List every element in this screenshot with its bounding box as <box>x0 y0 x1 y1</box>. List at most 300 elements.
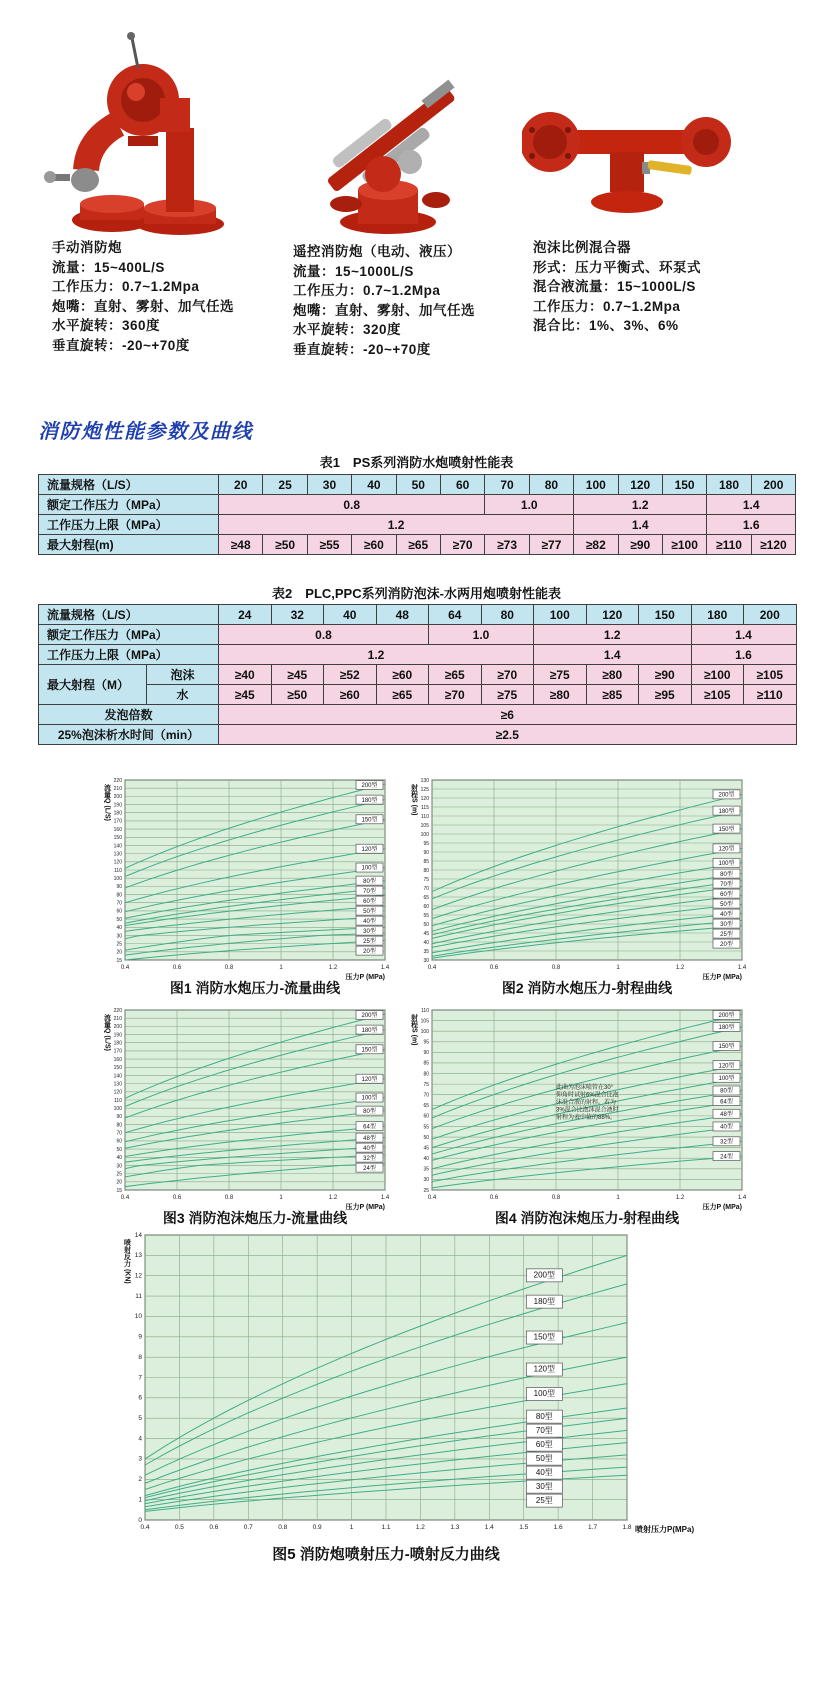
table-row <box>39 605 797 625</box>
table-header-cell: 额定工作压力（MPa） <box>39 495 219 515</box>
series-label-200型: 200型 <box>361 1013 378 1020</box>
table-header-cell: 60 <box>440 475 484 495</box>
x-tick-label: 0.6 <box>489 965 499 971</box>
x-axis-title: 喷射压力P(MPa) <box>635 1525 695 1534</box>
y-tick-label: 150 <box>113 835 122 842</box>
table-data-cell: ≥75 <box>534 665 587 685</box>
x-tick-label: 0.6 <box>489 1195 499 1201</box>
y-tick-label: 12 <box>134 1272 142 1280</box>
table-data-cell: 1.4 <box>707 495 796 515</box>
table-data-cell: ≥55 <box>307 535 351 555</box>
series-label-48型: 48型 <box>720 1111 733 1118</box>
series-label-180型: 180型 <box>533 1296 556 1306</box>
y-tick-label: 115 <box>421 804 429 811</box>
product-spec-line: 流量：15~400L/S <box>52 259 165 275</box>
y-tick-label: 55 <box>423 912 429 919</box>
table-row <box>39 475 796 495</box>
x-tick-label: 1 <box>279 1195 283 1201</box>
product-spec-line: 水平旋转：320度 <box>293 322 402 337</box>
y-tick-label: 50 <box>116 916 122 923</box>
table-data-cell: ≥90 <box>618 535 662 555</box>
chart-fig5-pressure-reaction-force <box>115 1227 707 1563</box>
x-axis-title: 压力P (MPa) <box>345 974 385 981</box>
series-label-70型: 70型 <box>535 1425 553 1435</box>
y-tick-label: 110 <box>114 867 122 874</box>
x-tick-label: 0.9 <box>312 1524 322 1531</box>
table-header-cell: 泡沫 <box>147 665 219 685</box>
fig3-plot <box>99 1002 393 1216</box>
chart-note-line: 射程为表中值的88%。 <box>556 1115 617 1122</box>
y-tick-label: 35 <box>423 1166 429 1173</box>
table-header-cell: 48 <box>376 605 429 625</box>
table-data-cell: ≥95 <box>639 685 692 705</box>
table-data-cell: 1.6 <box>691 645 796 665</box>
series-label-50型: 50型 <box>363 908 376 915</box>
table-data-cell: ≥100 <box>662 535 706 555</box>
product-spec-line: 工作压力：0.7~1.2Mpa <box>293 283 441 298</box>
table-header-cell: 发泡倍数 <box>39 705 219 725</box>
product-spec-line: 形式：压力平衡式、环泵式 <box>533 259 701 275</box>
y-tick-label: 25 <box>116 941 122 948</box>
series-label-40型: 40型 <box>720 1124 733 1131</box>
table-row <box>39 535 796 555</box>
y-tick-label: 50 <box>423 1134 429 1141</box>
product-photo-manual-fire-monitor <box>40 28 240 235</box>
table-data-cell: ≥40 <box>219 665 272 685</box>
table-data-cell: 1.2 <box>219 645 534 665</box>
y-tick-label: 140 <box>113 843 122 850</box>
product-title: 遥控消防炮（电动、液压） <box>293 244 461 259</box>
x-tick-label: 1.4 <box>737 1195 747 1201</box>
series-label-100型: 100型 <box>361 865 378 872</box>
y-tick-label: 15 <box>116 1187 122 1194</box>
x-tick-label: 0.4 <box>120 1195 130 1201</box>
foam-proportioner-image <box>522 78 732 233</box>
product-spec-line: 垂直旋转：-20~+70度 <box>293 341 431 357</box>
table-header-cell: 流量规格（L/S） <box>39 605 219 625</box>
product-photo-foam-proportioner <box>522 78 732 233</box>
table2-plc-ppc-foam-water-monitor-performance <box>38 604 797 745</box>
series-label-120型: 120型 <box>361 1076 378 1083</box>
y-axis-title: 射程S (m) <box>410 784 418 816</box>
table-header-cell: 最大射程（M） <box>39 665 147 705</box>
x-tick-label: 0.6 <box>172 965 182 971</box>
x-tick-label: 1.1 <box>381 1524 391 1531</box>
table-header-cell: 150 <box>639 605 692 625</box>
table-header-cell: 70 <box>485 475 529 495</box>
series-label-120型: 120型 <box>718 1063 735 1070</box>
y-tick-label: 170 <box>113 1048 122 1055</box>
table-data-cell: ≥50 <box>263 535 307 555</box>
y-tick-label: 210 <box>113 785 122 792</box>
y-tick-label: 5 <box>138 1415 142 1423</box>
y-tick-label: 130 <box>113 1081 122 1088</box>
y-tick-label: 45 <box>423 930 429 937</box>
y-tick-label: 30 <box>423 1177 429 1184</box>
table-data-cell: ≥60 <box>324 685 377 705</box>
y-tick-label: 100 <box>113 875 122 882</box>
table-data-cell: ≥110 <box>744 685 797 705</box>
series-label-25型: 25型 <box>363 938 376 945</box>
y-tick-label: 15 <box>116 957 122 964</box>
table-data-cell: ≥70 <box>429 685 482 705</box>
product-spec-list <box>533 258 701 336</box>
y-tick-label: 20 <box>116 1179 122 1186</box>
table-data-cell: ≥2.5 <box>219 725 797 745</box>
y-tick-label: 50 <box>116 1146 122 1153</box>
y-tick-label: 75 <box>423 876 429 883</box>
y-tick-label: 13 <box>134 1252 142 1260</box>
y-tick-label: 8 <box>138 1353 142 1361</box>
x-tick-label: 1.2 <box>675 965 685 971</box>
y-tick-label: 40 <box>116 925 122 932</box>
y-tick-label: 105 <box>420 1018 429 1025</box>
x-tick-label: 0.6 <box>172 1195 182 1201</box>
y-tick-label: 80 <box>423 867 429 874</box>
table-header-cell: 50 <box>396 475 440 495</box>
y-tick-label: 105 <box>420 822 429 829</box>
product-specs-manual-fire-monitor <box>52 238 234 355</box>
y-tick-label: 3 <box>138 1455 142 1463</box>
y-tick-label: 60 <box>423 1113 429 1120</box>
chart-fig2-pressure-range-water <box>406 772 750 996</box>
x-tick-label: 1.4 <box>484 1524 494 1531</box>
x-tick-label: 1.2 <box>415 1524 425 1531</box>
y-tick-label: 70 <box>116 900 122 907</box>
table-data-cell: ≥70 <box>481 665 534 685</box>
fig1-caption: 图1 消防水炮压力-流量曲线 <box>169 980 341 996</box>
series-label-80型: 80型 <box>720 871 733 878</box>
y-tick-label: 150 <box>113 1065 122 1072</box>
y-tick-label: 200 <box>113 794 122 801</box>
y-tick-label: 30 <box>116 1163 122 1170</box>
table-header-cell: 80 <box>529 475 573 495</box>
x-tick-label: 1.2 <box>675 1195 685 1201</box>
y-tick-label: 65 <box>423 1103 429 1110</box>
table-header-cell: 32 <box>271 605 324 625</box>
y-tick-label: 80 <box>116 892 122 899</box>
y-tick-label: 190 <box>113 802 122 809</box>
y-tick-label: 120 <box>113 1089 122 1096</box>
x-tick-label: 1 <box>616 1195 620 1201</box>
table-header-cell: 40 <box>324 605 377 625</box>
table2-caption: 表2 PLC,PPC系列消防泡沫-水两用炮喷射性能表 <box>272 586 561 601</box>
x-axis-title: 压力P (MPa) <box>702 974 742 981</box>
table-data-cell: 1.2 <box>219 515 574 535</box>
table-data-cell: ≥65 <box>429 665 482 685</box>
series-label-200型: 200型 <box>718 792 735 799</box>
series-label-25型: 25型 <box>720 931 733 938</box>
table-header-cell: 150 <box>662 475 706 495</box>
product-spec-list <box>293 262 475 360</box>
series-label-100型: 100型 <box>718 1075 735 1082</box>
table-header-cell: 200 <box>751 475 795 495</box>
series-label-24型: 24型 <box>363 1165 376 1172</box>
y-tick-label: 90 <box>423 849 429 856</box>
y-tick-label: 160 <box>113 1056 122 1063</box>
y-axis-title: 喷射反力 (KN) <box>123 1239 131 1284</box>
series-label-20型: 20型 <box>720 941 733 948</box>
y-tick-label: 50 <box>423 921 429 928</box>
y-tick-label: 85 <box>423 1060 429 1067</box>
table-data-cell: ≥52 <box>324 665 377 685</box>
series-label-40型: 40型 <box>535 1467 553 1477</box>
series-label-80型: 80型 <box>363 1108 376 1115</box>
chart-fig4-pressure-range-foam <box>406 1002 750 1226</box>
x-tick-label: 1 <box>279 965 283 971</box>
series-label-50型: 50型 <box>720 901 733 908</box>
y-tick-label: 110 <box>114 1097 122 1104</box>
series-label-150型: 150型 <box>361 817 378 824</box>
table-header-cell: 25%泡沫析水时间（min） <box>39 725 219 745</box>
x-tick-label: 0.7 <box>243 1524 253 1531</box>
x-tick-label: 0.8 <box>224 965 234 971</box>
table-data-cell: 1.2 <box>534 625 692 645</box>
y-tick-label: 6 <box>138 1394 142 1402</box>
table-data-cell: ≥75 <box>481 685 534 705</box>
table-data-cell: 1.4 <box>534 645 692 665</box>
table-row <box>39 665 797 685</box>
y-tick-label: 30 <box>116 933 122 940</box>
y-tick-label: 65 <box>423 894 429 901</box>
series-label-150型: 150型 <box>718 1044 735 1051</box>
chart-note-line: 3%混合比泡沫混合液时 <box>556 1107 619 1114</box>
fig4-plot <box>406 1002 750 1216</box>
remote-fire-monitor-image <box>288 22 483 237</box>
y-tick-label: 110 <box>421 1007 429 1014</box>
table-header-cell: 25 <box>263 475 307 495</box>
series-label-120型: 120型 <box>361 846 378 853</box>
fig3-caption: 图3 消防泡沫炮压力-流量曲线 <box>162 1210 348 1226</box>
table-data-cell: 1.6 <box>707 515 796 535</box>
table-data-cell: ≥65 <box>376 685 429 705</box>
y-tick-label: 120 <box>113 859 122 866</box>
x-tick-label: 1.2 <box>328 1195 338 1201</box>
table-row <box>39 645 797 665</box>
y-axis-title: 流量Q (L/S) <box>103 1014 111 1051</box>
y-tick-label: 80 <box>116 1122 122 1129</box>
series-label-60型: 60型 <box>535 1439 553 1449</box>
y-tick-label: 120 <box>420 795 429 802</box>
y-tick-label: 100 <box>113 1105 122 1112</box>
x-tick-label: 1.4 <box>380 1195 390 1201</box>
x-tick-label: 0.6 <box>209 1524 219 1531</box>
y-tick-label: 90 <box>423 1050 429 1057</box>
y-tick-label: 130 <box>113 851 122 858</box>
series-label-120型: 120型 <box>533 1364 556 1374</box>
table-data-cell: ≥60 <box>352 535 396 555</box>
table-row <box>39 625 797 645</box>
table-data-cell: ≥73 <box>485 535 529 555</box>
table-row <box>39 725 797 745</box>
manual-fire-monitor-image <box>40 28 240 235</box>
series-label-120型: 120型 <box>718 846 735 853</box>
product-spec-list <box>52 258 234 356</box>
y-tick-label: 60 <box>116 1138 122 1145</box>
y-tick-label: 1 <box>138 1496 142 1504</box>
y-tick-label: 11 <box>135 1292 142 1300</box>
product-specs-remote-fire-monitor <box>293 242 475 359</box>
product-spec-line: 水平旋转：360度 <box>52 318 161 333</box>
table-data-cell: ≥100 <box>691 665 744 685</box>
fig2-plot <box>406 772 750 986</box>
x-tick-label: 0.8 <box>224 1195 234 1201</box>
series-label-150型: 150型 <box>718 826 735 833</box>
y-tick-label: 70 <box>116 1130 122 1137</box>
section-title: 消防炮性能参数及曲线 <box>38 421 253 443</box>
table-data-cell: ≥110 <box>707 535 751 555</box>
y-tick-label: 0 <box>138 1516 142 1524</box>
product-spec-line: 工作压力：0.7~1.2Mpa <box>533 298 681 314</box>
x-tick-label: 1.6 <box>553 1524 563 1531</box>
table-data-cell: 1.4 <box>574 515 707 535</box>
series-label-20型: 20型 <box>363 948 376 955</box>
fig1-plot <box>99 772 393 986</box>
series-label-60型: 60型 <box>363 898 376 905</box>
table-data-cell: ≥82 <box>574 535 618 555</box>
y-tick-label: 180 <box>113 810 122 817</box>
fig2-caption: 图2 消防水炮压力-射程曲线 <box>501 980 673 996</box>
series-label-30型: 30型 <box>720 921 733 928</box>
y-tick-label: 100 <box>420 831 429 838</box>
y-tick-label: 190 <box>113 1032 122 1039</box>
table1-ps-water-monitor-performance <box>38 474 796 555</box>
table-row <box>39 685 797 705</box>
y-tick-label: 40 <box>116 1155 122 1162</box>
fig4-caption: 图4 消防泡沫炮压力-射程曲线 <box>494 1210 680 1226</box>
x-tick-label: 0.4 <box>120 965 130 971</box>
y-tick-label: 95 <box>423 1039 429 1046</box>
y-tick-label: 30 <box>423 957 429 964</box>
y-tick-label: 60 <box>423 903 429 910</box>
series-label-50型: 50型 <box>535 1453 553 1463</box>
y-tick-label: 14 <box>134 1231 142 1239</box>
series-label-100型: 100型 <box>718 861 735 867</box>
y-tick-label: 80 <box>423 1071 429 1078</box>
x-tick-label: 0.8 <box>551 1195 561 1201</box>
table-row <box>39 495 796 515</box>
table-data-cell: 0.8 <box>219 625 429 645</box>
y-tick-label: 200 <box>113 1024 122 1031</box>
table-row <box>39 515 796 535</box>
product-spec-line: 混合比：1%、3%、6% <box>533 318 679 333</box>
table-data-cell: ≥105 <box>691 685 744 705</box>
table-header-cell: 120 <box>586 605 639 625</box>
table-header-cell: 100 <box>574 475 618 495</box>
table-header-cell: 工作压力上限（MPa） <box>39 645 219 665</box>
series-label-200型: 200型 <box>361 783 378 790</box>
series-label-24型: 24型 <box>720 1154 733 1161</box>
y-tick-label: 40 <box>423 1156 429 1163</box>
x-tick-label: 1.8 <box>622 1524 632 1531</box>
series-label-60型: 60型 <box>720 891 733 898</box>
table-header-cell: 最大射程(m) <box>39 535 219 555</box>
table-data-cell: ≥80 <box>586 665 639 685</box>
chart-fig1-pressure-flow-water <box>99 772 393 996</box>
series-label-25型: 25型 <box>535 1495 553 1505</box>
x-tick-label: 1 <box>616 965 620 971</box>
table-data-cell: ≥6 <box>219 705 797 725</box>
series-label-200型: 200型 <box>533 1270 556 1280</box>
x-tick-label: 1.4 <box>380 965 390 971</box>
product-title: 手动消防炮 <box>52 240 122 255</box>
y-tick-label: 210 <box>113 1015 122 1022</box>
y-tick-label: 220 <box>113 1007 122 1014</box>
y-tick-label: 75 <box>423 1081 429 1088</box>
x-tick-label: 0.4 <box>140 1524 150 1531</box>
y-tick-label: 2 <box>138 1476 142 1484</box>
product-spec-line: 工作压力：0.7~1.2Mpa <box>52 279 200 294</box>
product-photo-remote-fire-monitor <box>288 22 483 237</box>
y-tick-label: 90 <box>116 1114 122 1121</box>
table-data-cell: ≥77 <box>529 535 573 555</box>
chart-note-line: 此曲为泡沫喷管在30° <box>556 1085 614 1092</box>
x-axis-title: 压力P (MPa) <box>702 1204 742 1211</box>
table-header-cell: 180 <box>707 475 751 495</box>
y-tick-label: 60 <box>116 908 122 915</box>
series-label-40型: 40型 <box>363 1145 376 1152</box>
table-header-cell: 200 <box>744 605 797 625</box>
y-tick-label: 125 <box>420 786 429 793</box>
table-data-cell: ≥105 <box>744 665 797 685</box>
table-data-cell: ≥60 <box>376 665 429 685</box>
y-tick-label: 35 <box>423 948 429 955</box>
y-tick-label: 220 <box>113 777 122 784</box>
y-tick-label: 4 <box>138 1435 142 1443</box>
series-label-48型: 48型 <box>363 1135 376 1142</box>
product-title: 泡沫比例混合器 <box>533 240 631 255</box>
chart-note-line: 沫混合液的射程。若为 <box>556 1100 617 1107</box>
table-data-cell: 1.0 <box>485 495 574 515</box>
y-tick-label: 140 <box>113 1073 122 1080</box>
table-header-cell: 100 <box>534 605 587 625</box>
series-label-30型: 30型 <box>535 1481 553 1491</box>
table-data-cell: ≥48 <box>219 535 263 555</box>
x-tick-label: 0.4 <box>427 1195 437 1201</box>
y-tick-label: 45 <box>423 1145 429 1152</box>
product-spec-line: 流量：15~1000L/S <box>293 263 414 279</box>
y-tick-label: 7 <box>138 1374 142 1382</box>
table-data-cell: ≥45 <box>271 665 324 685</box>
series-label-80型: 80型 <box>535 1411 553 1421</box>
series-label-180型: 180型 <box>361 797 378 804</box>
x-tick-label: 0.4 <box>427 965 437 971</box>
table-data-cell: ≥50 <box>271 685 324 705</box>
table-header-cell: 水 <box>147 685 219 705</box>
table-header-cell: 工作压力上限（MPa） <box>39 515 219 535</box>
y-tick-label: 85 <box>423 858 429 865</box>
table-header-cell: 流量规格（L/S） <box>39 475 219 495</box>
table-header-cell: 40 <box>352 475 396 495</box>
series-label-32型: 32型 <box>363 1155 376 1162</box>
table-data-cell: ≥85 <box>586 685 639 705</box>
series-label-80型: 80型 <box>363 878 376 885</box>
series-label-100型: 100型 <box>533 1389 556 1399</box>
y-tick-label: 40 <box>423 939 429 946</box>
series-label-64型: 64型 <box>363 1124 376 1131</box>
x-tick-label: 0.8 <box>278 1524 288 1531</box>
series-label-180型: 180型 <box>361 1027 378 1034</box>
y-tick-label: 10 <box>134 1313 142 1321</box>
series-label-40型: 40型 <box>363 918 376 925</box>
table-data-cell: ≥70 <box>440 535 484 555</box>
y-tick-label: 25 <box>423 1187 429 1194</box>
series-label-32型: 32型 <box>720 1139 733 1146</box>
product-spec-line: 炮嘴：直射、雾射、加气任选 <box>52 298 234 314</box>
table-header-cell: 额定工作压力（MPa） <box>39 625 219 645</box>
table-header-cell: 120 <box>618 475 662 495</box>
fig5-plot <box>115 1227 707 1546</box>
